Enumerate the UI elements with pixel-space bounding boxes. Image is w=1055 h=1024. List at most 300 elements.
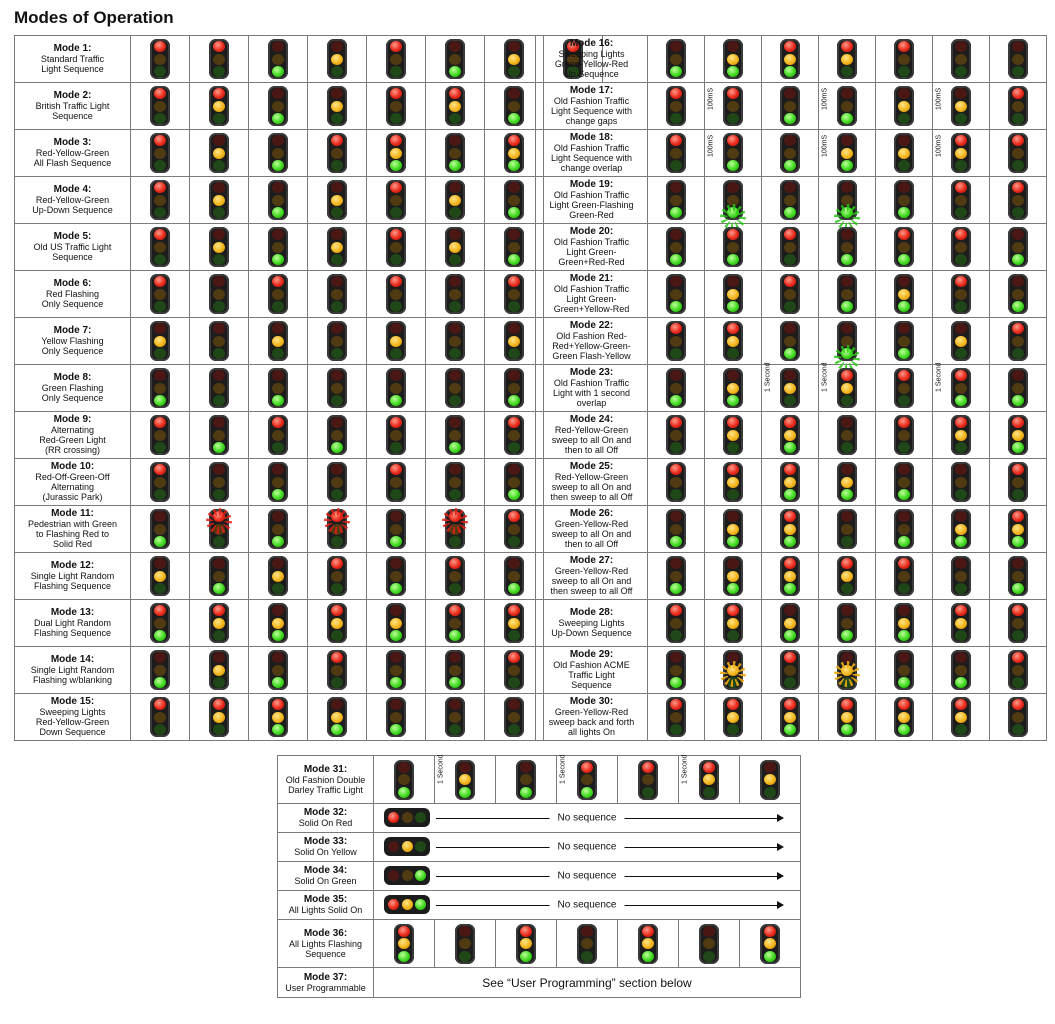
yellow-lamp: [898, 618, 910, 629]
mode-title: Mode 32:: [303, 807, 348, 818]
red-lamp: [154, 511, 166, 522]
yellow-lamp: [1012, 665, 1024, 676]
green-lamp: [670, 395, 682, 406]
no-sequence-label: No sequence: [550, 900, 625, 911]
red-lamp: [272, 558, 284, 569]
traffic-light-icon: [209, 133, 229, 173]
green-lamp: [727, 489, 739, 500]
mode-row: [15, 553, 603, 600]
sequence-step: [990, 224, 1047, 271]
traffic-light-icon: [723, 368, 743, 408]
green-lamp: [331, 677, 343, 688]
green-lamp: [449, 254, 461, 265]
red-lamp: [390, 652, 402, 663]
green-lamp: [508, 160, 520, 171]
yellow-lamp: [508, 242, 520, 253]
green-lamp: [154, 583, 166, 594]
yellow-lamp: [784, 524, 796, 535]
mode-title: Mode 7:: [53, 325, 92, 336]
red-lamp: [449, 88, 461, 99]
solid-row: [374, 862, 801, 891]
sequence-step: [762, 318, 819, 365]
green-lamp: [459, 951, 471, 962]
sequence-step: [308, 694, 367, 741]
traffic-light-icon: [780, 697, 800, 737]
sequence-step: [876, 506, 933, 553]
red-lamp: [670, 182, 682, 193]
yellow-lamp: [390, 477, 402, 488]
mode-title: Mode 9:: [53, 414, 92, 425]
red-lamp: [390, 323, 402, 334]
yellow-lamp: [898, 524, 910, 535]
yellow-lamp: [390, 101, 402, 112]
sequence-step: [648, 412, 705, 459]
gap-label: 100mS: [935, 134, 943, 157]
traffic-light-icon: [386, 133, 406, 173]
sequence-step: [190, 224, 249, 271]
sequence-step: [648, 365, 705, 412]
green-lamp: [841, 113, 853, 124]
mode-title: Mode 6:: [53, 278, 92, 289]
red-lamp: [449, 558, 461, 569]
yellow-lamp: [841, 571, 853, 582]
red-lamp: [390, 135, 402, 146]
sequence-step: [367, 36, 426, 83]
green-lamp: [154, 630, 166, 641]
yellow-lamp: [727, 524, 739, 535]
yellow-lamp: [331, 430, 343, 441]
green-lamp: [272, 442, 284, 453]
traffic-light-icon: [150, 180, 170, 220]
red-lamp: [213, 323, 225, 334]
yellow-lamp: [1012, 618, 1024, 629]
red-lamp: [272, 417, 284, 428]
mode-description: Red-Yellow-Green: [554, 472, 629, 482]
traffic-light-icon: [386, 650, 406, 690]
green-lamp: [272, 254, 284, 265]
sequence-step: [876, 412, 933, 459]
yellow-lamp: [390, 712, 402, 723]
mode-row: [278, 756, 801, 804]
mode-description: (Jurassic Park): [42, 492, 103, 502]
yellow-lamp: [508, 336, 520, 347]
sequence-step: [648, 318, 705, 365]
green-lamp: [272, 395, 284, 406]
red-lamp: [272, 182, 284, 193]
yellow-lamp: [841, 383, 853, 394]
mode-title: Mode 22:: [569, 320, 614, 331]
red-lamp: [1012, 417, 1024, 428]
red-lamp: [272, 88, 284, 99]
green-lamp: [764, 951, 776, 962]
red-lamp: [898, 558, 910, 569]
mode-description: then sweep to all Off: [550, 586, 633, 596]
green-lamp: [670, 583, 682, 594]
yellow-lamp: [508, 383, 520, 394]
yellow-lamp: [764, 938, 776, 949]
traffic-light-icon: [666, 227, 686, 267]
green-lamp: [272, 677, 284, 688]
sequence-step: [249, 177, 308, 224]
mode-label: [536, 553, 648, 600]
red-lamp: [508, 135, 520, 146]
sequence-step: [426, 36, 485, 83]
green-lamp: [331, 113, 343, 124]
traffic-light-icon: [723, 86, 743, 126]
yellow-lamp: [449, 336, 461, 347]
arrow-head-icon: [777, 843, 784, 851]
sequence-step: [131, 130, 190, 177]
mode-description: Flashing Sequence: [33, 581, 112, 591]
red-lamp: [670, 41, 682, 52]
red-lamp: [898, 370, 910, 381]
traffic-light-icon: [723, 321, 743, 361]
red-lamp: [1012, 135, 1024, 146]
mode-title: Mode 26:: [569, 508, 614, 519]
sequence-step: [819, 83, 876, 130]
traffic-light-icon: [327, 415, 347, 455]
sequence-step: [367, 365, 426, 412]
red-lamp: [955, 323, 967, 334]
green-lamp: [331, 254, 343, 265]
green-lamp: [390, 724, 402, 735]
horizontal-traffic-light-icon: [384, 808, 430, 827]
traffic-light-icon: [780, 462, 800, 502]
sequence-step: [367, 459, 426, 506]
mode-description: sweep to all On and: [551, 576, 632, 586]
red-lamp: [388, 841, 399, 852]
sequence-step: [190, 506, 249, 553]
gap-label: 100mS: [935, 87, 943, 110]
traffic-light-icon: [516, 924, 536, 964]
green-lamp: [272, 630, 284, 641]
traffic-light-icon: [268, 227, 288, 267]
traffic-light-icon: [150, 274, 170, 314]
sequence-step: [426, 83, 485, 130]
traffic-light-icon: [327, 227, 347, 267]
sequence-step: [249, 130, 308, 177]
mode-description: Only Sequence: [41, 393, 104, 403]
red-lamp: [670, 558, 682, 569]
yellow-lamp: [670, 477, 682, 488]
yellow-lamp: [784, 477, 796, 488]
green-lamp: [841, 536, 853, 547]
mode-title: Mode 1:: [53, 43, 92, 54]
red-lamp: [727, 464, 739, 475]
green-lamp: [670, 489, 682, 500]
sequence-step: [367, 506, 426, 553]
sequence-step: [496, 756, 557, 804]
mode-description: Old Fashion Traffic: [553, 284, 630, 294]
green-lamp: [390, 677, 402, 688]
yellow-lamp: [331, 383, 343, 394]
traffic-light-icon: [894, 556, 914, 596]
green-lamp: [508, 66, 520, 77]
sequence-step: [990, 130, 1047, 177]
yellow-lamp: [272, 54, 284, 65]
green-lamp: [331, 724, 343, 735]
mode-row: [536, 318, 1047, 365]
mode-row: [15, 224, 603, 271]
green-lamp: [213, 583, 225, 594]
red-lamp: [213, 652, 225, 663]
traffic-light-icon: [1008, 180, 1028, 220]
red-lamp: [841, 88, 853, 99]
sequence-step: [367, 177, 426, 224]
mode-label: [536, 130, 648, 177]
traffic-light-icon: [445, 274, 465, 314]
green-lamp: [784, 442, 796, 453]
green-lamp: [670, 630, 682, 641]
red-lamp: [727, 652, 739, 663]
red-lamp: [784, 699, 796, 710]
red-lamp: [841, 276, 853, 287]
traffic-light-icon: [268, 462, 288, 502]
red-lamp: [154, 135, 166, 146]
traffic-light-icon: [723, 650, 743, 690]
sequence-step: [819, 412, 876, 459]
red-lamp: [508, 464, 520, 475]
sequence-step: [308, 318, 367, 365]
traffic-light-icon: [504, 697, 524, 737]
sequence-step: [762, 506, 819, 553]
traffic-light-icon: [666, 39, 686, 79]
green-lamp: [331, 66, 343, 77]
red-lamp: [898, 276, 910, 287]
traffic-light-icon: [951, 86, 971, 126]
sequence-step: [618, 756, 679, 804]
mode-label: [278, 756, 374, 804]
green-lamp: [390, 583, 402, 594]
yellow-lamp: [331, 54, 343, 65]
red-lamp: [955, 370, 967, 381]
yellow-lamp: [213, 195, 225, 206]
mode-label: [15, 177, 131, 224]
traffic-light-icon: [209, 697, 229, 737]
red-lamp: [784, 652, 796, 663]
mode-description: Up-Down Sequence: [551, 628, 632, 638]
mode-description: Flashing Sequence: [33, 628, 112, 638]
yellow-lamp: [670, 101, 682, 112]
traffic-light-icon: [209, 603, 229, 643]
red-lamp: [841, 417, 853, 428]
sequence-step: [990, 271, 1047, 318]
yellow-lamp: [727, 54, 739, 65]
sequence-step: [249, 459, 308, 506]
green-lamp: [390, 442, 402, 453]
traffic-light-icon: [504, 133, 524, 173]
red-lamp: [154, 276, 166, 287]
yellow-lamp: [213, 54, 225, 65]
traffic-light-icon: [268, 697, 288, 737]
mode-title: Mode 12:: [50, 560, 95, 571]
mode-title: Mode 35:: [303, 894, 348, 905]
traffic-light-icon: [504, 86, 524, 126]
yellow-lamp: [670, 54, 682, 65]
sequence-step: [648, 36, 705, 83]
yellow-lamp: [154, 242, 166, 253]
traffic-light-icon: [327, 39, 347, 79]
red-lamp: [331, 135, 343, 146]
green-lamp: [670, 536, 682, 547]
red-lamp: [449, 511, 461, 522]
red-lamp: [331, 511, 343, 522]
yellow-lamp: [154, 195, 166, 206]
mode-description: sweep to all On and: [551, 482, 632, 492]
sequence-step: [762, 36, 819, 83]
red-lamp: [841, 229, 853, 240]
green-lamp: [727, 254, 739, 265]
sequence-step: [705, 271, 762, 318]
yellow-lamp: [154, 712, 166, 723]
traffic-light-icon: [780, 133, 800, 173]
green-lamp: [449, 395, 461, 406]
yellow-lamp: [955, 101, 967, 112]
mode-description: Pedestrian with Green: [27, 519, 118, 529]
sequence-step: [367, 83, 426, 130]
mode-description: Up-Down Sequence: [32, 205, 113, 215]
mode-description: Alternating: [50, 482, 95, 492]
traffic-light-icon: [951, 462, 971, 502]
red-lamp: [784, 511, 796, 522]
traffic-light-icon: [504, 509, 524, 549]
green-lamp: [955, 301, 967, 312]
green-lamp: [508, 207, 520, 218]
yellow-lamp: [642, 774, 654, 785]
yellow-lamp: [402, 899, 413, 910]
green-lamp: [520, 787, 532, 798]
green-lamp: [955, 724, 967, 735]
traffic-light-icon: [577, 760, 597, 800]
traffic-light-icon: [504, 462, 524, 502]
red-lamp: [670, 699, 682, 710]
traffic-light-icon: [386, 39, 406, 79]
mode-title: Mode 34:: [303, 865, 348, 876]
yellow-lamp: [1012, 571, 1024, 582]
sequence-step: [648, 694, 705, 741]
traffic-light-icon: [268, 133, 288, 173]
sequence-step: [705, 506, 762, 553]
mode-description: Alternating: [50, 425, 95, 435]
red-lamp: [642, 926, 654, 937]
yellow-lamp: [508, 618, 520, 629]
yellow-lamp: [331, 712, 343, 723]
traffic-light-icon: [504, 180, 524, 220]
sequence-step: [367, 412, 426, 459]
mode-title: Mode 17:: [569, 85, 614, 96]
yellow-lamp: [727, 289, 739, 300]
yellow-lamp: [154, 101, 166, 112]
green-lamp: [670, 724, 682, 735]
sequence-step: [705, 553, 762, 600]
red-lamp: [670, 652, 682, 663]
yellow-lamp: [1012, 289, 1024, 300]
yellow-lamp: [841, 712, 853, 723]
green-lamp: [898, 630, 910, 641]
red-lamp: [272, 511, 284, 522]
traffic-light-icon: [723, 415, 743, 455]
mode-row: [278, 920, 801, 968]
sequence-step: [933, 271, 990, 318]
green-lamp: [727, 66, 739, 77]
sequence-step: [705, 177, 762, 224]
sequence-step: [762, 362, 819, 412]
yellow-lamp: [398, 938, 410, 949]
yellow-lamp: [508, 430, 520, 441]
mode-label: [536, 412, 648, 459]
mode-row: [15, 365, 603, 412]
modes-table-bottom: [277, 755, 801, 998]
traffic-light-icon: [445, 603, 465, 643]
green-lamp: [642, 951, 654, 962]
red-lamp: [390, 276, 402, 287]
sequence-step: [933, 224, 990, 271]
mode-description: then sweep to all Off: [550, 492, 633, 502]
yellow-lamp: [213, 571, 225, 582]
traffic-light-icon: [445, 462, 465, 502]
mode-description: Solid On Yellow: [294, 847, 357, 857]
mode-title: Mode 3:: [53, 137, 92, 148]
green-lamp: [727, 160, 739, 171]
green-lamp: [213, 254, 225, 265]
red-lamp: [213, 276, 225, 287]
green-lamp: [390, 489, 402, 500]
red-lamp: [272, 323, 284, 334]
mode-description: Dual Light Random: [33, 618, 112, 628]
green-lamp: [390, 254, 402, 265]
red-lamp: [390, 699, 402, 710]
sequence-step: [990, 412, 1047, 459]
yellow-lamp: [727, 712, 739, 723]
sequence-step: [990, 506, 1047, 553]
green-lamp: [213, 536, 225, 547]
traffic-light-icon: [760, 924, 780, 964]
red-lamp: [154, 229, 166, 240]
yellow-lamp: [213, 148, 225, 159]
green-lamp: [154, 66, 166, 77]
red-lamp: [898, 88, 910, 99]
gap-label: 1 Second: [821, 362, 829, 392]
green-lamp: [955, 536, 967, 547]
red-lamp: [1012, 464, 1024, 475]
mode-title: Mode 4:: [53, 184, 92, 195]
green-lamp: [784, 207, 796, 218]
mode-description: User Programmable: [285, 982, 366, 993]
traffic-light-icon: [268, 321, 288, 361]
mode-row: [536, 694, 1047, 741]
traffic-light-icon: [780, 556, 800, 596]
mode-label: [15, 83, 131, 130]
red-lamp: [272, 370, 284, 381]
traffic-light-icon: [327, 650, 347, 690]
sequence-step: [131, 365, 190, 412]
traffic-light-icon: [504, 39, 524, 79]
solid-row: [374, 891, 801, 920]
red-lamp: [703, 926, 715, 937]
gap-label: 100mS: [707, 87, 715, 110]
green-lamp: [449, 536, 461, 547]
traffic-light-icon: [666, 603, 686, 643]
green-lamp: [955, 254, 967, 265]
green-lamp: [508, 348, 520, 359]
traffic-light-icon: [386, 556, 406, 596]
yellow-lamp: [670, 289, 682, 300]
green-lamp: [508, 442, 520, 453]
yellow-lamp: [508, 54, 520, 65]
sequence-step: [705, 318, 762, 365]
traffic-light-icon: [150, 86, 170, 126]
mode-title: Mode 15:: [50, 696, 95, 707]
